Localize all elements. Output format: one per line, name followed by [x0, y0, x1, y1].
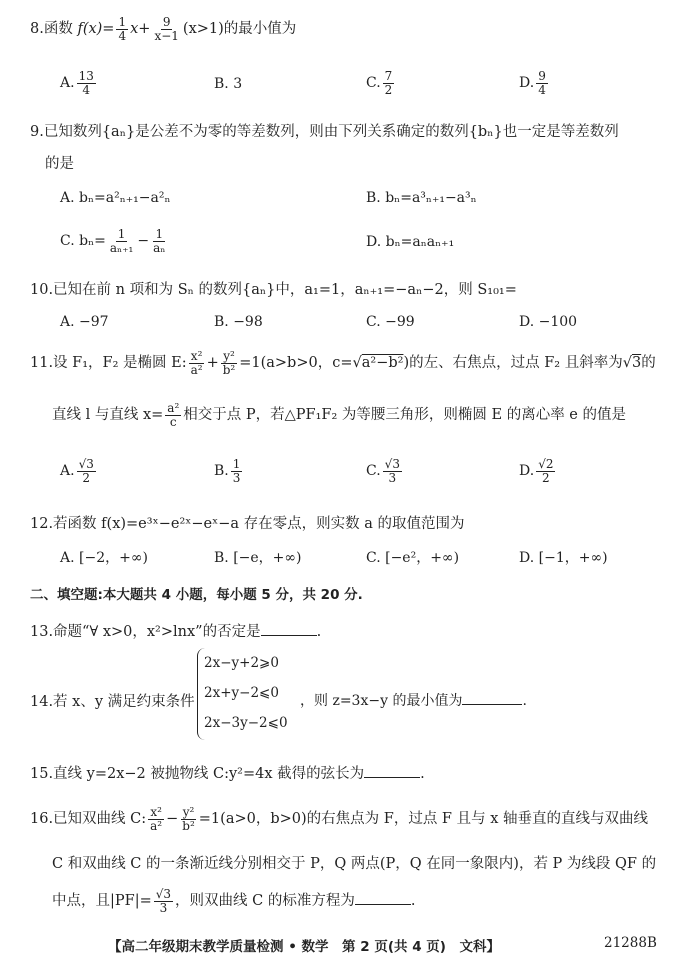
q10-stem: 10.已知在前 n 项和为 Sₙ 的数列{aₙ}中，a₁=1，aₙ₊₁=−aₙ−2，则 S₁₀₁=: [30, 282, 517, 298]
q10-option-c: C. −99: [366, 314, 415, 330]
q11-stem-line2: 直线 l 与直线 x= $\frac{\text{a²}}{c}$ 相交于点 P，若△PF₁F₂ 为等腰三角形，则椭圆 E 的离心率 e 的值是: [52, 401, 626, 429]
page-footer: 【高二年级期末教学质量检测 • 数学 第 2 页(共 4 页) 文科】: [108, 939, 500, 955]
q12-option-c: C. [−e²，+∞): [366, 550, 460, 566]
q8-stem: 8.函数 f(x)= $\frac{1}{4}$ x+ $\frac{9}{x-1}$ (x>1)的最小值为: [30, 15, 297, 43]
q14-answer-blank[interactable]: [462, 692, 522, 705]
q13-answer-blank[interactable]: [261, 623, 317, 636]
q8-option-d: D. $\frac{9}{4}$: [519, 69, 546, 97]
q16-stem-line1: 16.已知双曲线 C: $\frac{\text{x²}}{\text{a²}}$ − $\frac{\text{y²}}{\text{b²}}$ =1(a>0，b>0)的右焦点为 F，过点 F 且与 x 轴垂直的直线与双曲线: [30, 805, 648, 833]
q12-option-d: D. [−1，+∞): [519, 550, 608, 566]
q14-constraint-1: 2x−y+2⩾0: [204, 655, 279, 671]
q11-option-a: A. $\frac{√3}{2}$: [60, 457, 94, 485]
q9-option-b: B. bₙ=a³ₙ₊₁−a³ₙ: [366, 190, 477, 206]
q9-option-c: C. bₙ= $\frac{1}{\text{aₙ₊₁}}$ − $\frac{1}{\text{aₙ}}$: [60, 227, 166, 255]
q16-stem-line3: 中点，且|PF|= $\frac{√3}{3}$ ，则双曲线 C 的标准方程为 .: [52, 887, 416, 915]
q16-answer-blank[interactable]: [355, 892, 411, 905]
q12-option-b: B. [−e，+∞): [214, 550, 302, 566]
q9-stem-line1: 9.已知数列{aₙ}是公差不为零的等差数列，则由下列关系确定的数列{bₙ}也一定是等差数列: [30, 124, 619, 140]
q11-option-b: B. $\frac{1}{3}$: [214, 457, 241, 485]
q15-stem: 15.直线 y=2x−2 被抛物线 C:y²=4x 截得的弦长为 .: [30, 766, 425, 782]
section-heading-fill-in: 二、填空题:本大题共 4 小题，每小题 5 分，共 20 分.: [30, 587, 363, 603]
q14-prefix: 14.若 x、y 满足约束条件: [30, 694, 195, 710]
q12-stem: 12.若函数 f(x)=e³ˣ−e²ˣ−eˣ−a 存在零点，则实数 a 的取值范围为: [30, 516, 465, 532]
q10-option-b: B. −98: [214, 314, 263, 330]
q8-option-c: C. $\frac{7}{2}$: [366, 69, 393, 97]
q10-option-d: D. −100: [519, 314, 578, 330]
q16-stem-line2: C 和双曲线 C 的一条渐近线分别相交于 P，Q 两点(P，Q 在同一象限内)，若 P 为线段 QF 的: [52, 856, 657, 872]
q13-stem: 13.命题“∀ x>0，x²>lnx”的否定是 .: [30, 624, 322, 640]
q15-answer-blank[interactable]: [364, 765, 420, 778]
q11-option-c: C. $\frac{√3}{3}$: [366, 457, 400, 485]
q11-option-d: D. $\frac{√2}{2}$: [519, 457, 554, 485]
q9-stem-line2: 的是: [45, 156, 74, 172]
q8-option-a: A. $\frac{13}{4}$: [60, 69, 94, 97]
q14-constraint-system: [197, 648, 288, 740]
q11-stem-line1: 11.设 F₁，F₂ 是椭圆 E: $\frac{\text{x²}}{\text{a²}}$ + $\frac{\text{y²}}{\text{b²}}$ =1(a>b>0，c=√a²−b²)的左、右焦点，过点 F₂ 且斜率为√3的: [30, 349, 656, 377]
q14-constraint-3: 2x−3y−2⩽0: [204, 715, 288, 731]
paper-code: 21288B: [604, 935, 657, 951]
q9-option-a: A. bₙ=a²ₙ₊₁−a²ₙ: [60, 190, 171, 206]
q14-constraint-2: 2x+y−2⩽0: [204, 685, 279, 701]
q8-option-b: B. 3: [214, 76, 243, 92]
q10-option-a: A. −97: [60, 314, 109, 330]
q12-option-a: A. [−2，+∞): [60, 550, 148, 566]
q14-suffix: ，则 z=3x−y 的最小值为 .: [300, 693, 527, 709]
q9-option-d: D. bₙ=aₙaₙ₊₁: [366, 234, 455, 250]
